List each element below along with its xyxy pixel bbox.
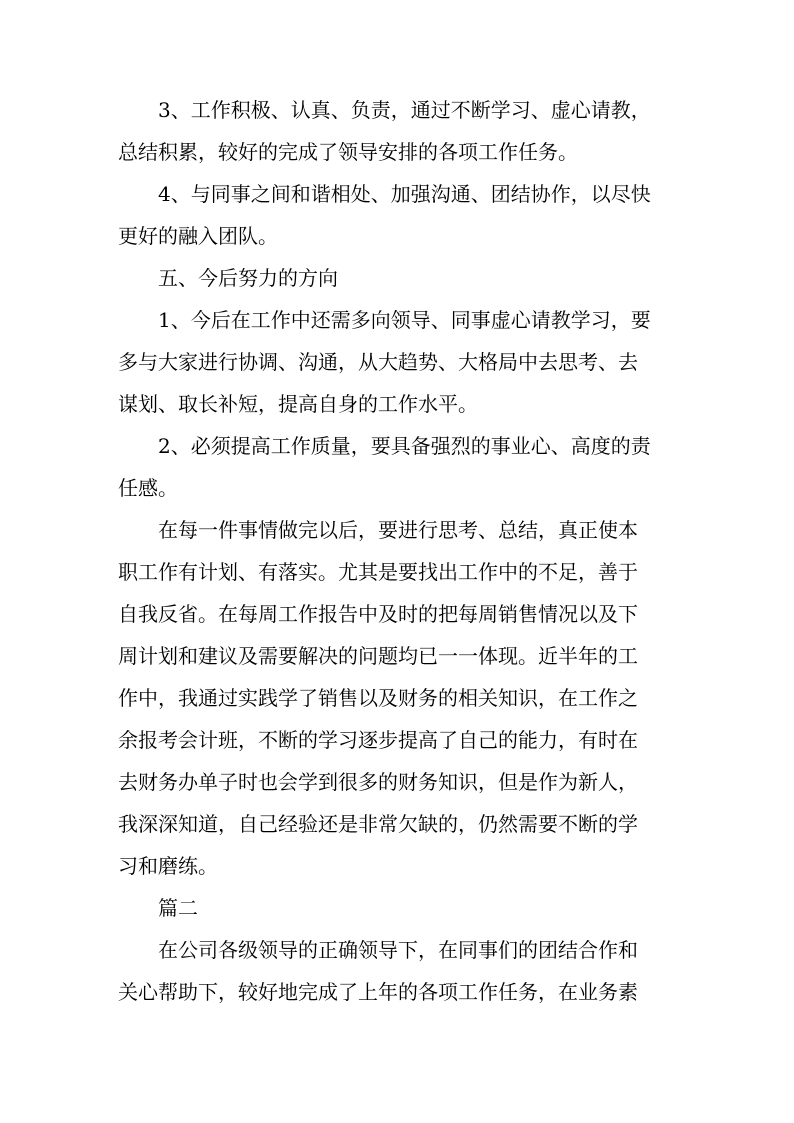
text-line: 多与大家进行协调、沟通，从大趋势、大格局中去思考、去 bbox=[118, 350, 638, 374]
text-line: 谋划、取长补短，提高自身的工作水平。 bbox=[118, 392, 478, 416]
text-line: 在每一件事情做完以后，要进行思考、总结，真正使本 bbox=[158, 518, 638, 542]
text-line: 余报考会计班，不断的学习逐步提高了自己的能力，有时在 bbox=[118, 728, 638, 752]
text-line: 4、与同事之间和谐相处、加强沟通、团结协作，以尽快 bbox=[158, 182, 651, 206]
text-line: 关心帮助下，较好地完成了上年的各项工作任务，在业务素 bbox=[118, 980, 638, 1004]
text-line: 作中，我通过实践学了销售以及财务的相关知识，在工作之 bbox=[118, 686, 638, 710]
text-line: 任感。 bbox=[118, 476, 178, 500]
text-line: 职工作有计划、有落实。尤其是要找出工作中的不足，善于 bbox=[118, 560, 638, 584]
text-line: 2、必须提高工作质量，要具备强烈的事业心、高度的责 bbox=[158, 434, 651, 458]
text-line: 3、工作积极、认真、负责，通过不断学习、虚心请教， bbox=[158, 98, 651, 122]
text-line: 我深深知道，自己经验还是非常欠缺的，仍然需要不断的学 bbox=[118, 812, 638, 836]
text-line: 在公司各级领导的正确领导下，在同事们的团结合作和 bbox=[158, 938, 638, 962]
text-line: 习和磨练。 bbox=[118, 854, 218, 878]
text-line: 周计划和建议及需要解决的问题均已一一体现。近半年的工 bbox=[118, 644, 638, 668]
text-line: 去财务办单子时也会学到很多的财务知识，但是作为新人， bbox=[118, 770, 638, 794]
text-line: 更好的融入团队。 bbox=[118, 224, 278, 248]
text-line: 总结积累，较好的完成了领导安排的各项工作任务。 bbox=[118, 140, 578, 164]
document-body bbox=[118, 89, 678, 1013]
text-line: 自我反省。在每周工作报告中及时的把每周销售情况以及下 bbox=[118, 602, 638, 626]
section-heading: 五、今后努力的方向 bbox=[158, 266, 338, 290]
text-line: 1、今后在工作中还需多向领导、同事虚心请教学习，要 bbox=[158, 308, 651, 332]
section-heading: 篇二 bbox=[158, 896, 198, 920]
